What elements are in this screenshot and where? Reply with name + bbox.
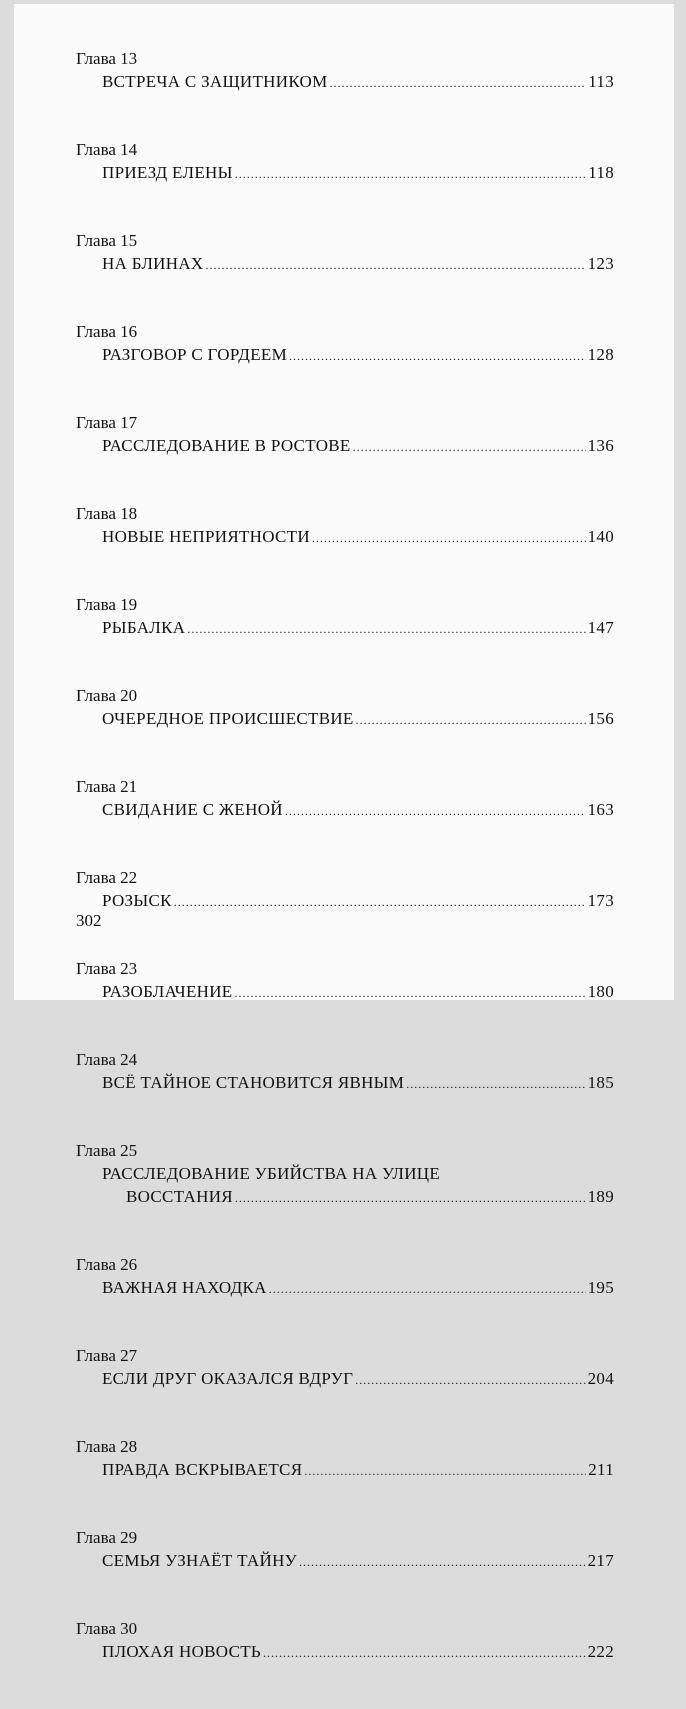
dot-leader (187, 618, 585, 640)
chapter-title: ВАЖНАЯ НАХОДКА (102, 1278, 267, 1297)
page-ref: 185 (587, 1073, 614, 1092)
toc-entry-19 (76, 594, 614, 685)
toc-title-row (102, 981, 614, 1004)
chapter-label: Глава 19 (76, 595, 138, 614)
chapter-title: СВИДАНИЕ С ЖЕНОЙ (102, 800, 283, 819)
toc-entry-26 (76, 1254, 614, 1345)
page-ref: 136 (587, 436, 614, 455)
chapter-label: Глава 21 (76, 777, 138, 796)
toc-title-row (102, 890, 614, 913)
page-ref: 118 (588, 163, 614, 182)
toc-entry-30 (76, 1618, 614, 1709)
table-of-contents (76, 48, 614, 1709)
toc-entry-28 (76, 1436, 614, 1527)
chapter-label: Глава 30 (76, 1619, 138, 1638)
dot-leader (234, 982, 585, 1004)
chapter-title: НОВЫЕ НЕПРИЯТНОСТИ (102, 527, 310, 546)
page-ref: 147 (587, 618, 614, 637)
chapter-label: Глава 23 (76, 959, 138, 978)
dot-leader (235, 163, 587, 185)
toc-entry-16 (76, 321, 614, 412)
chapter-title: РАЗОБЛАЧЕНИЕ (102, 982, 233, 1001)
toc-title-row (102, 799, 614, 822)
page-number: 302 (76, 911, 102, 930)
page-ref: 211 (588, 1460, 614, 1479)
dot-leader (312, 527, 586, 549)
toc-title-row (102, 253, 614, 276)
chapter-label: Глава 28 (76, 1437, 138, 1456)
dot-leader (285, 800, 586, 822)
page-ref: 204 (587, 1369, 614, 1388)
toc-entry-25 (76, 1140, 614, 1254)
toc-title-row (126, 1186, 614, 1209)
dot-leader (205, 254, 585, 276)
dot-leader (269, 1278, 586, 1300)
chapter-title: РОЗЫСК (102, 891, 172, 910)
dot-leader (299, 1551, 586, 1573)
page-ref: 163 (587, 800, 614, 819)
chapter-label: Глава 29 (76, 1528, 138, 1547)
toc-entry-20 (76, 685, 614, 776)
page-ref: 156 (587, 709, 614, 728)
toc-entry-22 (76, 867, 614, 958)
toc-title-row (102, 1368, 614, 1391)
toc-entry-21 (76, 776, 614, 867)
chapter-label: Глава 24 (76, 1050, 138, 1069)
chapter-label: Глава 17 (76, 413, 138, 432)
toc-title-row (102, 344, 614, 367)
chapter-label: Глава 25 (76, 1141, 138, 1160)
chapter-title: ПЛОХАЯ НОВОСТЬ (102, 1642, 261, 1661)
chapter-title: НА БЛИНАХ (102, 254, 204, 273)
toc-title-row (102, 435, 614, 458)
toc-entry-23 (76, 958, 614, 1049)
toc-title-row (102, 526, 614, 549)
dot-leader (263, 1642, 586, 1664)
chapter-label: Глава 20 (76, 686, 138, 705)
page-ref: 128 (587, 345, 614, 364)
book-page (14, 4, 674, 1661)
chapter-label: Глава 22 (76, 868, 138, 887)
toc-entry-18 (76, 503, 614, 594)
dot-leader (356, 709, 586, 731)
toc-title-row (102, 162, 614, 185)
chapter-label: Глава 26 (76, 1255, 138, 1274)
page-ref: 123 (587, 254, 614, 273)
toc-title-row (102, 1641, 614, 1664)
page-ref: 189 (587, 1187, 614, 1206)
toc-title-row (102, 71, 614, 94)
toc-entry-15 (76, 230, 614, 321)
chapter-title: ВСЁ ТАЙНОЕ СТАНОВИТСЯ ЯВНЫМ (102, 1073, 405, 1092)
chapter-title: РАЗГОВОР С ГОРДЕЕМ (102, 345, 287, 364)
toc-title-row (102, 1072, 614, 1095)
chapter-title: ОЧЕРЕДНОЕ ПРОИСШЕСТВИЕ (102, 709, 354, 728)
page-ref: 222 (587, 1642, 614, 1661)
page-ref: 113 (588, 72, 614, 91)
page-ref: 180 (587, 982, 614, 1001)
chapter-title: РЫБАЛКА (102, 618, 186, 637)
chapter-title: ВСТРЕЧА С ЗАЩИТНИКОМ (102, 72, 328, 91)
dot-leader (406, 1073, 585, 1095)
dot-leader (289, 345, 586, 367)
page-ref: 195 (587, 1278, 614, 1297)
chapter-title: ПРИЕЗД ЕЛЕНЫ (102, 163, 233, 182)
dot-leader (353, 436, 586, 458)
chapter-title: ВОССТАНИЯ (126, 1187, 233, 1206)
toc-entry-17 (76, 412, 614, 503)
page-ref: 173 (587, 891, 614, 910)
chapter-label: Глава 13 (76, 49, 138, 68)
toc-entry-13 (76, 48, 614, 139)
toc-title-row (102, 708, 614, 731)
chapter-title: РАССЛЕДОВАНИЕ В РОСТОВЕ (102, 436, 351, 455)
chapter-title: СЕМЬЯ УЗНАЁТ ТАЙНУ (102, 1551, 297, 1570)
toc-title-row (102, 1459, 614, 1482)
toc-title-row (102, 617, 614, 640)
chapter-label: Глава 18 (76, 504, 138, 523)
toc-entry-24 (76, 1049, 614, 1140)
chapter-title: ПРАВДА ВСКРЫВАЕТСЯ (102, 1460, 303, 1479)
chapter-title-line1: РАССЛЕДОВАНИЕ УБИЙСТВА НА УЛИЦЕ (102, 1164, 441, 1183)
chapter-label: Глава 15 (76, 231, 138, 250)
toc-title-row (102, 1550, 614, 1573)
toc-entry-14 (76, 139, 614, 230)
dot-leader (235, 1187, 586, 1209)
dot-leader (355, 1369, 585, 1391)
page-ref: 217 (587, 1551, 614, 1570)
chapter-title: ЕСЛИ ДРУГ ОКАЗАЛСЯ ВДРУГ (102, 1369, 354, 1388)
page-ref: 140 (587, 527, 614, 546)
chapter-label: Глава 27 (76, 1346, 138, 1365)
toc-title-row (102, 1277, 614, 1300)
dot-leader (304, 1460, 586, 1482)
dot-leader (330, 72, 587, 94)
toc-entry-27 (76, 1345, 614, 1436)
dot-leader (174, 891, 586, 913)
chapter-label: Глава 14 (76, 140, 138, 159)
toc-entry-29 (76, 1527, 614, 1618)
chapter-label: Глава 16 (76, 322, 138, 341)
